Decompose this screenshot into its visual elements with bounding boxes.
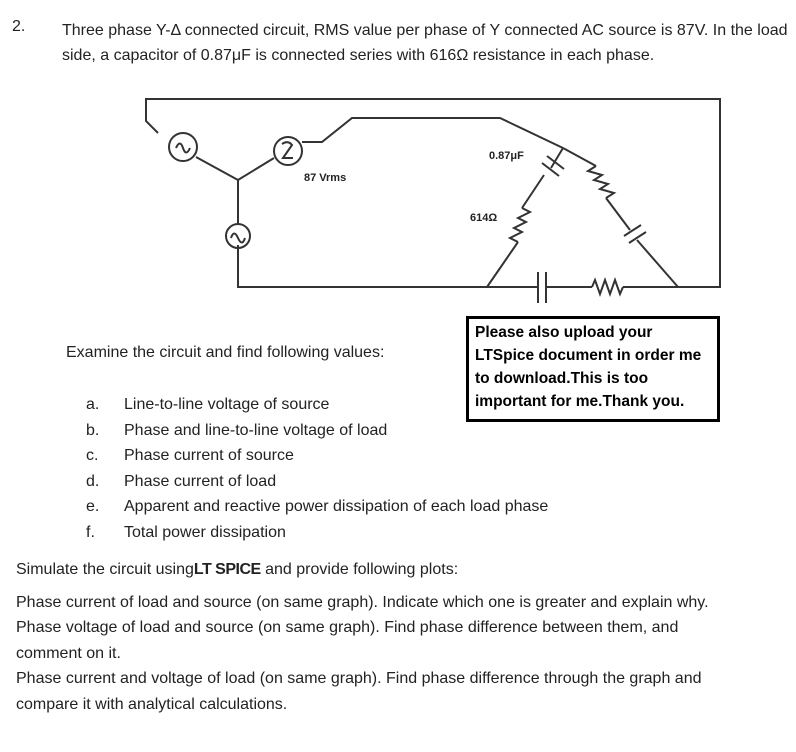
- simulate-tool-name: LT SPICE: [193, 561, 261, 578]
- plot-item: Phase current of load and source (on same graph). Indicate which one is greater and explain why.: [16, 594, 709, 611]
- ltspice-request-note: Please also upload your LTSpice document in order me to download.This is too important for me.Thank you.: [466, 316, 720, 422]
- question-number: 2.: [12, 18, 26, 35]
- item-letter: d.: [86, 472, 100, 490]
- source-left-symbol: [169, 133, 197, 161]
- source-bottom-symbol: [226, 224, 250, 248]
- item-text: Phase and line-to-line voltage of load: [124, 421, 388, 439]
- simulate-prefix: Simulate the circuit using: [16, 561, 194, 578]
- item-text: Apparent and reactive power dissipation of each load phase: [124, 498, 549, 516]
- question-text: Three phase Y-Δ connected circuit, RMS value per phase of Y connected AC source is 87V. In the load side, a capacitor of 0.87μF is connected series with 616Ω resistance in each phase.: [62, 22, 788, 64]
- simulate-intro: [16, 561, 458, 579]
- plot-item: Phase voltage of load and source (on same graph). Find phase difference between them, and comment on it.: [16, 619, 679, 662]
- source-middle-symbol: [274, 137, 302, 165]
- item-letter: b.: [86, 421, 100, 439]
- item-letter: f.: [86, 523, 95, 541]
- ac-sources: [169, 133, 302, 248]
- item-letter: e.: [86, 498, 100, 516]
- item-text: Phase current of source: [124, 447, 294, 465]
- plot-item: Phase current and voltage of load (on same graph). Find phase difference through the graph and compare it with analytical calculations.: [16, 670, 702, 713]
- capacitor-label: 0.87μF: [489, 150, 524, 162]
- item-letter: c.: [86, 447, 99, 465]
- circuit-diagram: [0, 0, 796, 330]
- item-text: Total power dissipation: [124, 523, 286, 541]
- source-voltage-label: 87 Vrms: [304, 172, 347, 184]
- item-letter: a.: [86, 396, 100, 413]
- item-text: Phase current of load: [124, 472, 277, 490]
- delta-load: [487, 148, 678, 303]
- simulate-suffix: and provide following plots:: [260, 561, 459, 578]
- wires: [146, 99, 720, 287]
- resistor-label: 614Ω: [470, 212, 498, 224]
- examine-intro: Examine the circuit and find following values:: [66, 344, 385, 361]
- plot-requirements: [16, 590, 716, 717]
- item-text: Line-to-line voltage of source: [124, 396, 330, 413]
